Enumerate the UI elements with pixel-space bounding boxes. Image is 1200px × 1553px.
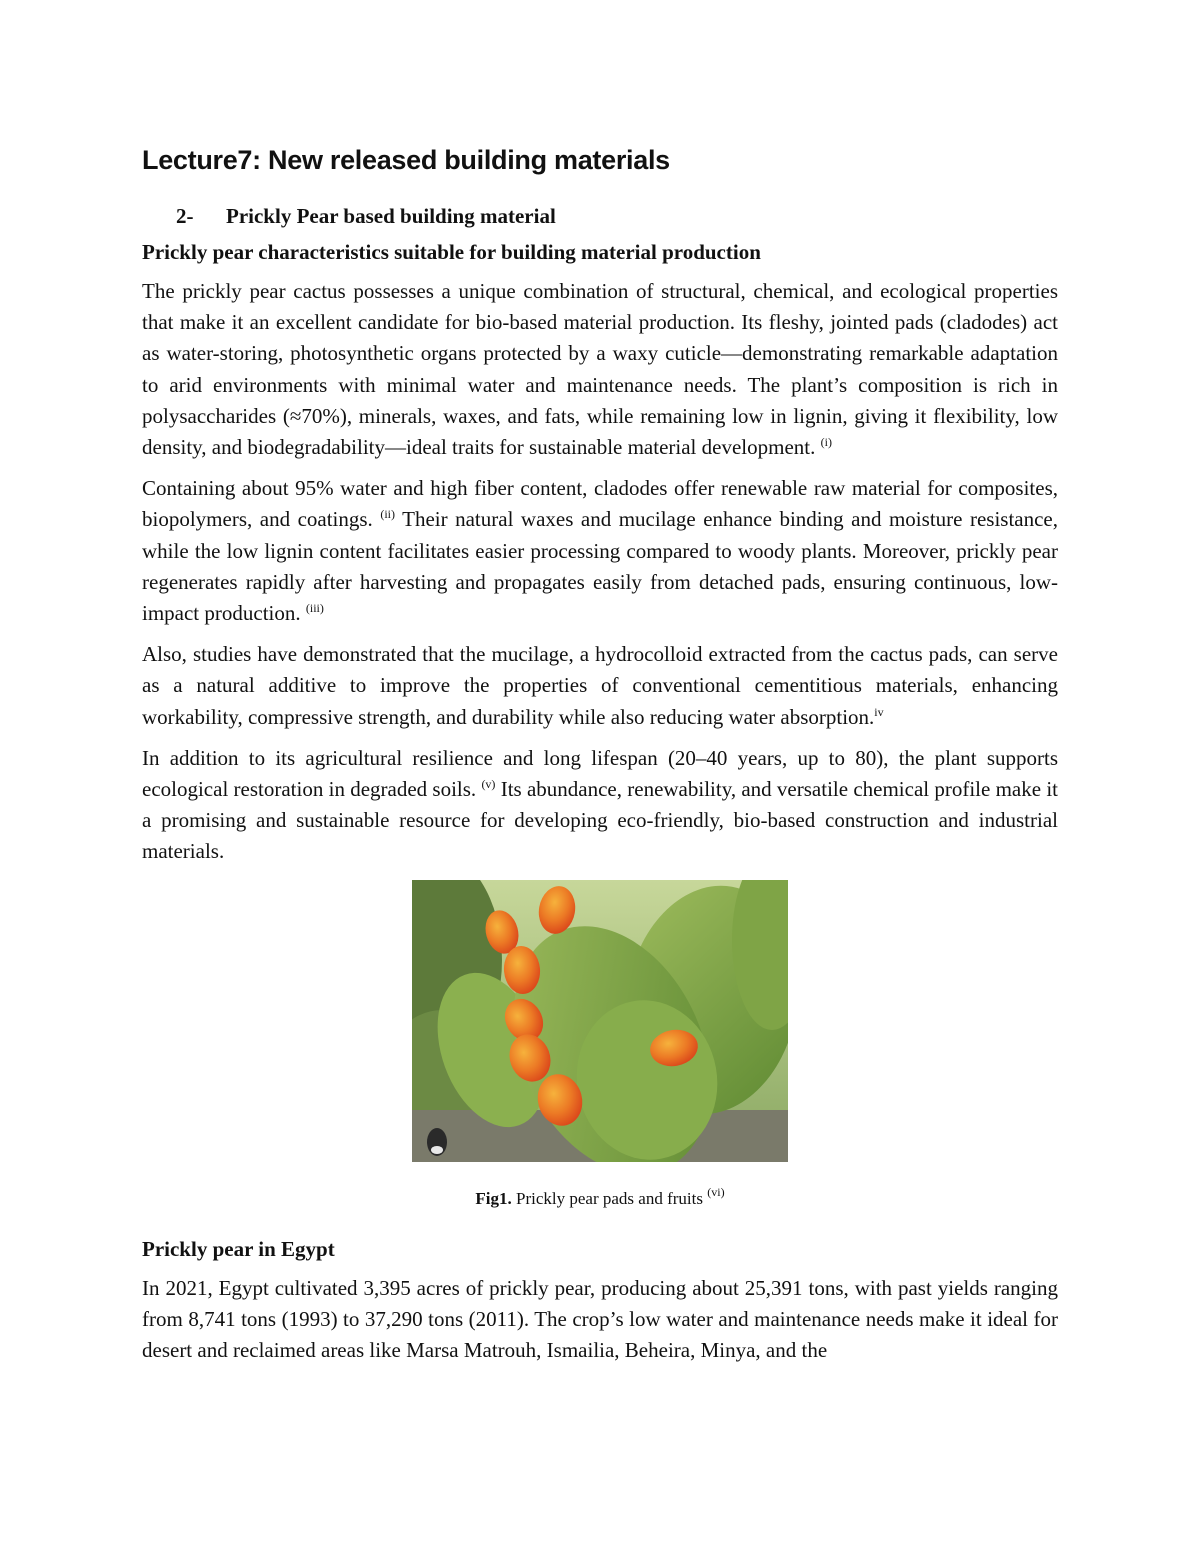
figure-caption-text: Prickly pear pads and fruits [516,1188,703,1208]
citation-ref: (vi) [707,1184,725,1199]
paragraph-text: Containing about 95% water and high fiber content, cladodes offer renewable raw material for composites, biopolymers, and coatings. [142,476,1058,532]
page-content [142,140,1058,1376]
paragraph-text: Its abundance, renewability, and versatile chemical profile make it a promising and sustainable resource for developing eco-friendly, bio-based construction and industrial materials. [142,777,1058,864]
paragraph-text: Their natural waxes and mucilage enhance binding and moisture resistance, while the low lignin content facilitates easier processing compared to woody plants. Moreover, prickly pear regenerates rapidly after harvesting and propagates easily from detached pads, ensuring continuous, low-impact production. [142,507,1059,626]
citation-ref: iv [874,704,884,719]
egypt-heading: Prickly pear in Egypt [142,1236,335,1261]
figure-caption [142,1184,1058,1211]
citation-ref: (ii) [380,507,395,522]
paragraph-4 [142,743,1058,868]
citation-ref: (i) [820,435,832,450]
section-label: Prickly Pear based building material [226,204,556,228]
paragraph-3 [142,639,1058,733]
lecture-title: Lecture7: New released building materials [142,145,670,175]
figure-container [142,880,1058,1211]
citation-ref: (v) [481,777,496,792]
figure-label: Fig1. [475,1188,512,1208]
prickly-pear-photo [412,880,788,1162]
paragraph-text: In addition to its agricultural resilience and long lifespan (20–40 years, up to 80), the plant supports ecological restoration in degraded soils. [142,745,1058,802]
egypt-paragraph: In 2021, Egypt cultivated 3,395 acres of prickly pear, producing about 25,391 tons, with past yields ranging from 8,741 tons (1993) to 37,290 tons (2011). The crop’s low water and maintenance needs make it ideal for desert and reclaimed areas like Marsa Matrouh, Ismailia, Beheira, Minya, and the [142,1275,1058,1363]
citation-ref: (iii) [305,601,324,616]
paragraph-1 [142,276,1058,463]
paragraph-text: The prickly pear cactus possesses a unique combination of structural, chemical, and ecological properties that make it an excellent candidate for bio-based material production. Its fleshy, jointed pads (cladodes) act as water-storing, photosynthetic organs protected by a waxy cuticle—demonstrating remarkable adaptation to arid environments with minimal water and maintenance needs. The plant’s composition is rich in polysaccharides (≈70%), minerals, waxes, and fats, while remaining low in lignin, giving it flexibility, low density, and biodegradability—ideal traits for sustainable material development. [142,279,1058,460]
prickly-pear-illustration [412,880,788,1162]
section-number: 2- [176,204,194,228]
paragraph-2 [142,473,1058,629]
subheading: Prickly pear characteristics suitable for building material production [142,240,761,264]
section-heading [176,202,1058,230]
paragraph-text: Also, studies have demonstrated that the mucilage, a hydrocolloid extracted from the cactus pads, can serve as a natural additive to improve the properties of conventional cementitious materials, enhancing workability, compressive strength, and durability while also reducing water absorption. [142,642,1058,729]
